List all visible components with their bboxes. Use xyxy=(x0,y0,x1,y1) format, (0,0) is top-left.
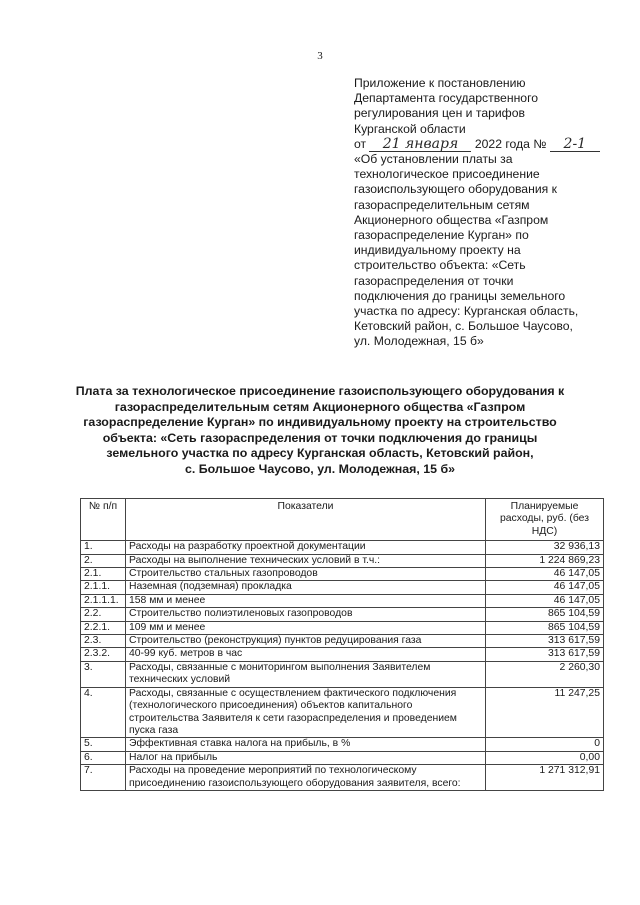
header-num: № п/п xyxy=(81,499,126,541)
row-num: 6. xyxy=(81,751,126,764)
table-body xyxy=(81,541,604,791)
appendix-text-line: участка по адресу: Курганская область, xyxy=(354,304,579,319)
row-num: 4. xyxy=(81,687,126,738)
table-row xyxy=(81,738,604,751)
appendix-text-line: ул. Молодежная, 15 б» xyxy=(354,334,484,349)
row-value: 313 617,59 xyxy=(486,648,604,661)
header-indicator: Показатели xyxy=(126,499,486,541)
page-number: 3 xyxy=(317,50,323,62)
appendix-line: Приложение к постановлению xyxy=(354,76,526,90)
row-indicator: Расходы, связанные с осуществлением фактического подключения (технологического присоединения) объектов капитального строительства Заявителя к сети газораспределения и проведением пуска газа xyxy=(126,687,486,738)
row-value: 1 271 312,91 xyxy=(486,765,604,791)
appendix-text-line: индивидуальному проекту на xyxy=(354,243,521,258)
handwritten-number: 2-1 xyxy=(550,138,600,152)
title-line: газораспределительным сетям Акционерного общества «Газпром xyxy=(114,399,526,414)
row-num: 3. xyxy=(81,661,126,687)
row-indicator: Расходы на проведение мероприятий по технологическому присоединению газоиспользующего оборудования заявителя, всего: xyxy=(126,765,486,791)
table-row xyxy=(81,581,604,594)
row-indicator: Налог на прибыль xyxy=(126,751,486,764)
title-line: газораспределение Курган» по индивидуальному проекту на строительство xyxy=(83,415,557,430)
row-value: 32 936,13 xyxy=(486,541,604,554)
row-indicator: 40-99 куб. метров в час xyxy=(126,648,486,661)
table-row xyxy=(81,594,604,607)
row-value: 865 104,59 xyxy=(486,608,604,621)
table-header-row xyxy=(81,499,604,541)
row-indicator: Строительство полиэтиленовых газопроводов xyxy=(126,608,486,621)
row-value: 0 xyxy=(486,738,604,751)
row-num: 7. xyxy=(81,765,126,791)
table-row xyxy=(81,751,604,764)
header-value: Планируемые расходы, руб. (без НДС) xyxy=(486,499,604,541)
appendix-text-line: «Об установлении платы за xyxy=(354,152,513,167)
handwritten-date: 21 января xyxy=(369,138,471,152)
appendix-block xyxy=(354,76,604,350)
row-value: 2 260,30 xyxy=(486,661,604,687)
table-row xyxy=(81,687,604,738)
appendix-text-line: Акционерного общества «Газпром xyxy=(354,212,549,227)
row-indicator: Строительство стальных газопроводов xyxy=(126,568,486,581)
appendix-text-line: технологическое присоединение xyxy=(354,167,540,182)
row-value: 1 224 869,23 xyxy=(486,554,604,567)
date-suffix: 2022 года № xyxy=(474,136,547,151)
table-row xyxy=(81,621,604,634)
appendix-text-line: газораспределительным сетям xyxy=(354,197,530,212)
row-num: 2.3.2. xyxy=(81,648,126,661)
row-value: 313 617,59 xyxy=(486,635,604,648)
row-value: 0,00 xyxy=(486,751,604,764)
appendix-line: Департамента государственного xyxy=(354,91,539,106)
row-indicator: Расходы, связанные с мониторингом выполнения Заявителем технических условий xyxy=(126,661,486,687)
row-num: 2.2. xyxy=(81,608,126,621)
row-num: 5. xyxy=(81,738,126,751)
row-num: 2.1.1.1. xyxy=(81,594,126,607)
table-row xyxy=(81,541,604,554)
title-line: с. Большое Чаусово, ул. Молодежная, 15 б» xyxy=(184,461,456,476)
row-value: 11 247,25 xyxy=(486,687,604,738)
title-line: объекта: «Сеть газораспределения от точки подключения до границы xyxy=(102,430,538,445)
title-line: Плата за технологическое присоединение газоиспользующего оборудования к xyxy=(75,384,565,398)
row-indicator: Наземная (подземная) прокладка xyxy=(126,581,486,594)
row-num: 2.1.1. xyxy=(81,581,126,594)
table-row xyxy=(81,765,604,791)
row-value: 865 104,59 xyxy=(486,621,604,634)
appendix-line: Курганской области xyxy=(354,121,466,136)
appendix-text-line: газораспределение Курган» по xyxy=(354,228,529,243)
row-value: 46 147,05 xyxy=(486,568,604,581)
row-indicator: 109 мм и менее xyxy=(126,621,486,634)
row-num: 2.3. xyxy=(81,635,126,648)
fee-table xyxy=(80,498,604,791)
row-num: 1. xyxy=(81,541,126,554)
row-num: 2. xyxy=(81,554,126,567)
row-indicator: Строительство (реконструкция) пунктов редуцирования газа xyxy=(126,635,486,648)
appendix-line: регулирования цен и тарифов xyxy=(354,106,525,121)
document-title xyxy=(70,384,570,478)
row-value: 46 147,05 xyxy=(486,594,604,607)
row-value: 46 147,05 xyxy=(486,581,604,594)
title-line: земельного участка по адресу Курганская область, Кетовский район, xyxy=(106,446,534,461)
row-indicator: Расходы на разработку проектной документации xyxy=(126,541,486,554)
row-indicator: Эффективная ставка налога на прибыль, в % xyxy=(126,738,486,751)
table-row xyxy=(81,661,604,687)
row-indicator: Расходы на выполнение технических условий в т.ч.: xyxy=(126,554,486,567)
appendix-text-line: газоиспользующего оборудования к xyxy=(354,182,557,197)
row-num: 2.2.1. xyxy=(81,621,126,634)
table-row xyxy=(81,635,604,648)
appendix-text-line: Кетовский район, с. Большое Чаусово, xyxy=(354,319,573,334)
row-num: 2.1. xyxy=(81,568,126,581)
row-indicator: 158 мм и менее xyxy=(126,594,486,607)
appendix-text-line: подключения до границы земельного xyxy=(354,288,566,303)
appendix-text-line: газораспределения от точки xyxy=(354,273,514,288)
appendix-date-line xyxy=(354,137,604,152)
table-row xyxy=(81,568,604,581)
table-row xyxy=(81,608,604,621)
table-row xyxy=(81,554,604,567)
date-prefix: от xyxy=(354,136,367,151)
appendix-text-line: строительство объекта: «Сеть xyxy=(354,258,526,273)
table-row xyxy=(81,648,604,661)
